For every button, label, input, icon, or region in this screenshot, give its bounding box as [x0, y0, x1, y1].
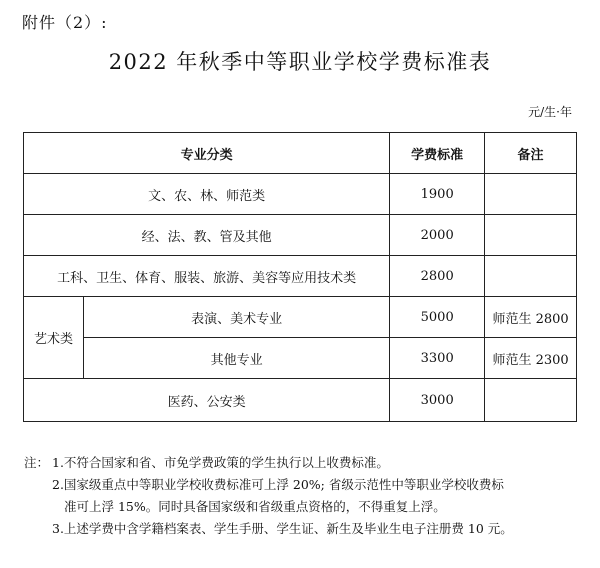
remark-cell: 师范生 2300: [485, 338, 577, 379]
fee-table: [23, 132, 577, 422]
table-row: [24, 379, 577, 422]
fee-cell: 2000: [390, 215, 485, 256]
remark-cell: [485, 379, 577, 422]
note-line: [24, 452, 584, 474]
notes-label: 注：: [24, 455, 50, 470]
remark-cell: [485, 215, 577, 256]
remark-cell: [485, 256, 577, 297]
page-title: 2022 年秋季中等职业学校学费标准表: [108, 50, 492, 74]
category-cell: 医药、公安类: [24, 379, 390, 422]
arts-group-cell: 艺术类: [24, 297, 84, 379]
note-line: [24, 474, 584, 496]
note-line: [24, 518, 584, 540]
category-cell: 表演、美术专业: [83, 297, 389, 338]
fee-cell: 3300: [390, 338, 485, 379]
fee-cell: 5000: [390, 297, 485, 338]
category-cell: 其他专业: [83, 338, 389, 379]
header-category: 专业分类: [24, 133, 390, 174]
table-row: [24, 297, 577, 338]
header-remark: 备注: [485, 133, 577, 174]
note-text: 1.不符合国家和省、市免学费政策的学生执行以上收费标准。: [52, 455, 389, 470]
note-line: [24, 496, 584, 518]
category-cell: 文、农、林、师范类: [24, 174, 390, 215]
attachment-label: 附件（2）:: [22, 13, 108, 32]
table-header-row: [24, 133, 577, 174]
note-text: 3.上述学费中含学籍档案表、学生手册、学生证、新生及毕业生电子注册费 10 元。: [52, 521, 513, 536]
header-fee: 学费标准: [390, 133, 485, 174]
fee-cell: 3000: [390, 379, 485, 422]
table-row: [24, 256, 577, 297]
note-text: 2.国家级重点中等职业学校收费标准可上浮 20%; 省级示范性中等职业学校收费标: [52, 477, 504, 492]
fee-cell: 1900: [390, 174, 485, 215]
fee-cell: 2800: [390, 256, 485, 297]
table-row: [24, 215, 577, 256]
remark-cell: [485, 174, 577, 215]
table-row: [24, 174, 577, 215]
table-row: [24, 338, 577, 379]
remark-cell: 师范生 2800: [485, 297, 577, 338]
note-text: 准可上浮 15%。同时具备国家级和省级重点资格的，不得重复上浮。: [64, 499, 446, 514]
notes-section: [24, 452, 584, 540]
unit-label: 元/生·年: [528, 105, 572, 119]
category-cell: 经、法、教、管及其他: [24, 215, 390, 256]
category-cell: 工科、卫生、体育、服装、旅游、美容等应用技术类: [24, 256, 390, 297]
